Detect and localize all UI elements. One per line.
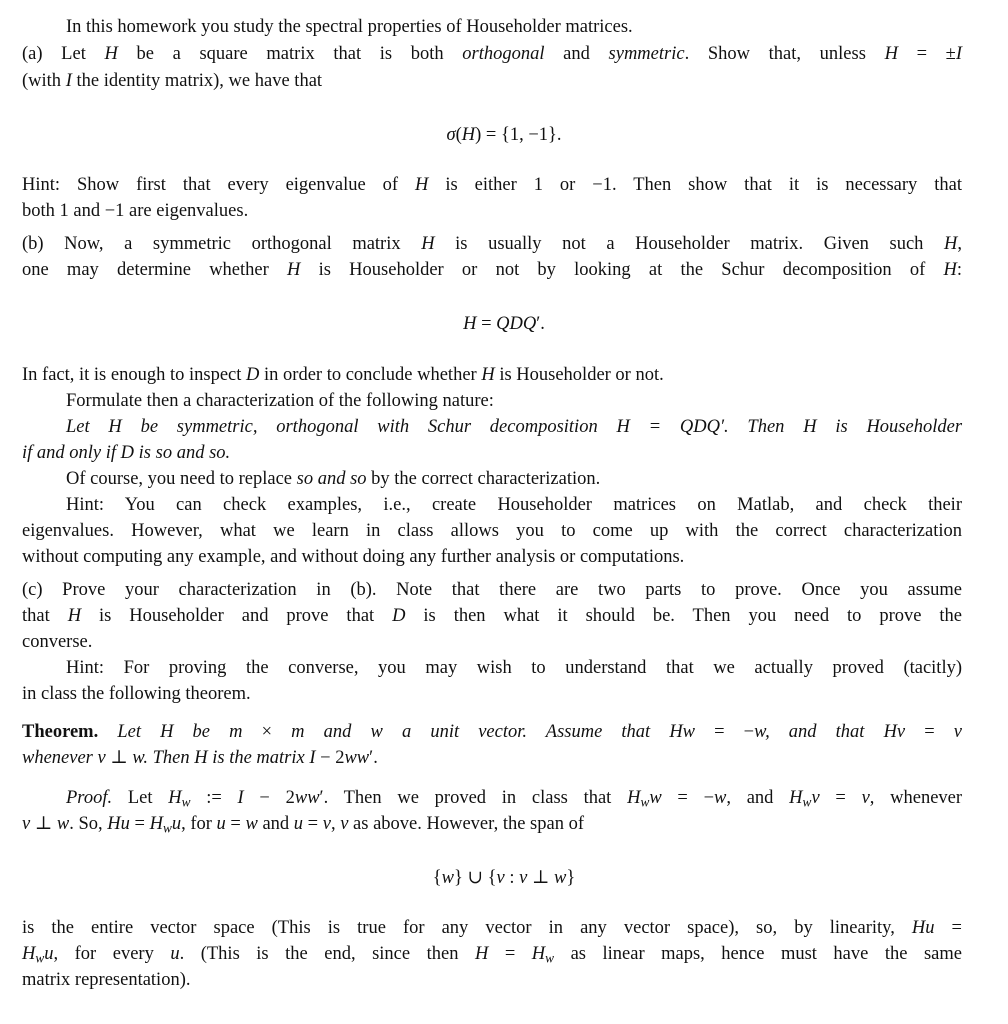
part-b-characterization-line-1: Let H be symmetric, orthogonal with Schur decomposition H = QDQ′. Then H is Householder xyxy=(66,417,963,437)
part-b-line-2: one may determine whether H is Householder or not by looking at the Schur decomposition of H: xyxy=(22,260,962,280)
part-c-hint-line-1: Hint: For proving the converse, you may wish to understand that we actually proved (tacitly) xyxy=(66,658,962,678)
part-a-line-1: (a) Let H be a square matrix that is both orthogonal and symmetric. Show that, unless H = ±I xyxy=(22,44,963,64)
theorem-line-2: whenever v ⊥ w. Then H is the matrix I − 2ww′. xyxy=(22,748,378,768)
theorem-title: Theorem. xyxy=(22,722,99,742)
part-b-hint-line-1: Hint: You can check examples, i.e., create Householder matrices on Matlab, and check their xyxy=(66,495,962,515)
part-b-line-3: In fact, it is enough to inspect D in order to conclude whether H is Householder or not. xyxy=(22,365,664,385)
proof-line-1: Proof. Let $H_w$ := I − 2ww′. Then we proved in class that $H_ww = -w$, and $H_wv = v$, whenever xyxy=(66,788,963,810)
part-b-line-7: Of course, you need to replace so and so by the correct characterization. xyxy=(66,469,601,489)
part-b-hint-line-2: eigenvalues. However, what we learn in class allows you to come up with the correct characterization xyxy=(22,521,962,541)
part-b-characterization-line-2: if and only if D is so and so. xyxy=(22,443,231,463)
part-b-line-1: (b) Now, a symmetric orthogonal matrix H is usually not a Householder matrix. Given such H, xyxy=(22,234,963,254)
proof-line-5: matrix representation). xyxy=(22,970,191,990)
proof-line-3: is the entire vector space (This is true for any vector in any vector space), so, by linearity, Hu = xyxy=(22,918,962,938)
part-c-hint-line-2: in class the following theorem. xyxy=(22,684,251,704)
part-b-equation: H = QDQ′. xyxy=(463,314,545,334)
part-c-line-3: converse. xyxy=(22,632,93,652)
part-c-line-1: (c) Prove your characterization in (b). Note that there are two parts to prove. Once you assume xyxy=(22,580,962,600)
part-b-hint-line-3: without computing any example, and without doing any further analysis or computations. xyxy=(22,547,685,567)
part-a-hint-line-2: both 1 and −1 are eigenvalues. xyxy=(22,201,249,221)
part-c-line-2: that H is Householder and prove that D is then what it should be. Then you need to prove the xyxy=(22,606,962,626)
theorem-line-1: Theorem. Let H be m × m and w a unit vector. Assume that Hw = −w, and that Hv = v xyxy=(22,722,963,742)
proof-line-2: v ⊥ w. So, $Hu = H_wu$, for u = w and u = v, v as above. However, the span of xyxy=(22,814,584,836)
part-a-line-2: (with I the identity matrix), we have that xyxy=(22,71,323,91)
proof-equation: {w} ∪ {v : v ⊥ w} xyxy=(432,868,576,888)
proof-title: Proof. xyxy=(66,788,113,808)
part-a-hint-line-1: Hint: Show first that every eigenvalue of H is either 1 or −1. Then show that it is necessary that xyxy=(22,175,962,195)
proof-line-4: $H_wu$, for every u. (This is the end, since then $H = H_w$ as linear maps, hence must have the same xyxy=(22,944,962,966)
intro-line: In this homework you study the spectral properties of Householder matrices. xyxy=(66,17,633,37)
part-a-equation: σ(H) = {1, −1}. xyxy=(446,125,562,145)
part-b-line-4: Formulate then a characterization of the following nature: xyxy=(66,391,494,411)
